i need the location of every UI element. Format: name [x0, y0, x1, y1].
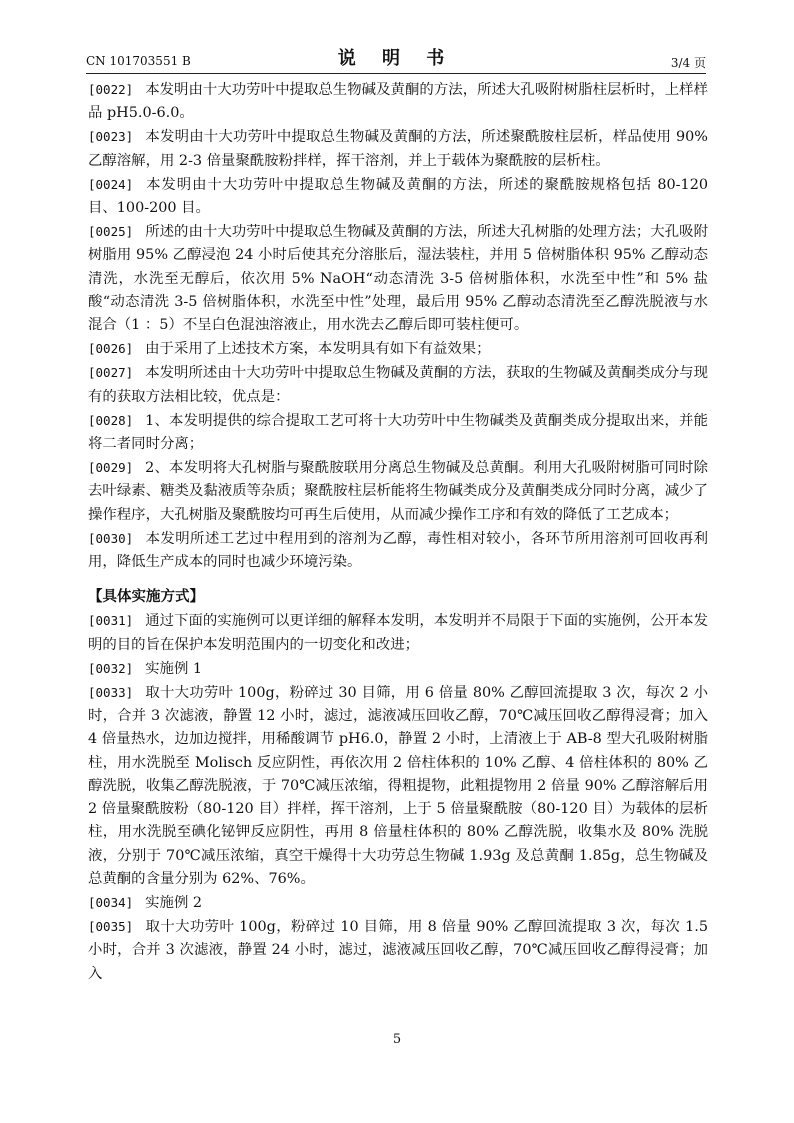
paragraph-text: 1、本发明提供的综合提取工艺可将十大功劳叶中生物碱类及黄酮类成分提取出来，并能将二者同时分离；	[88, 412, 708, 453]
paragraph-text: 本发明所述由十大功劳叶中提取总生物碱及黄酮的方法，获取的生物碱及黄酮类成分与现有的获取方法相比较，优点是：	[88, 365, 708, 405]
patent-number: CN 101703551 B	[86, 54, 191, 68]
paragraph-number: [0035]	[88, 919, 134, 935]
paragraph-text: 本发明所述工艺过中程用到的溶剂为乙醇，毒性相对较小，各环节所用溶剂可回收再利用，降低生产成本的同时也减少环境污染。	[88, 530, 708, 571]
paragraph-0029	[88, 456, 708, 527]
paragraph-text: 通过下面的实施例可以更详细的解释本发明，本发明并不局限于下面的实施例，公开本发明的目的旨在保护本发明范围内的一切变化和改进；	[88, 613, 708, 653]
page-header	[86, 40, 706, 74]
paragraph-0033	[88, 681, 708, 891]
paragraph-number: [0022]	[88, 82, 134, 97]
paragraph-number: [0026]	[88, 341, 134, 357]
paragraph-0023	[88, 125, 708, 172]
paragraph-0030	[88, 527, 708, 574]
paragraph-0024	[88, 173, 708, 220]
paragraph-number: [0029]	[88, 460, 134, 476]
paragraph-0026	[88, 337, 708, 361]
paragraph-0027	[88, 361, 708, 408]
paragraph-number: [0028]	[88, 412, 134, 428]
section-title: 【具体实施方式】	[88, 589, 204, 606]
header-divider	[86, 73, 706, 74]
paragraph-0034	[88, 891, 708, 915]
paragraph-0028	[88, 409, 708, 456]
paragraph-number: [0025]	[88, 224, 134, 240]
page-indicator: 3/4 页	[670, 56, 706, 70]
paragraph-number: [0027]	[88, 365, 134, 381]
paragraph-number: [0033]	[88, 685, 134, 701]
page-number: 5	[392, 1032, 402, 1047]
paragraph-text: 取十大功劳叶 100g，粉碎过 30 目筛，用 6 倍量 80% 乙醇回流提取 3 次，每次 2 小时，合并 3 次滤液，静置 12 小时，滤过，滤液减压回收乙醇，70℃减压回收乙醇得浸膏；加入 4 倍量热水，边加边搅拌，用稀酸调节 pH6.0，静置 2 小时，上清液上于 AB-8 型大孔吸附树脂柱，用水洗脱至 Molisch 反应阴性，再依次用 2 倍柱体积的 10% 乙醇、4 倍柱体积的 80% 乙醇洗脱，收集乙醇洗脱液，于 70℃减压浓缩，得粗提物，此粗提物用 2 倍量 90% 乙醇溶解后用 2 倍量聚酰胺粉（80-120 目）拌样，挥干溶剂，上于 5 倍量聚酰胺（80-120 目）为载体的层析柱，用水洗脱至碘化铋钾反应阴性，再用 8 倍量柱体积的 80% 乙醇洗脱，收集水及 80% 洗脱液，分别于 70℃减压浓缩，真空干燥得十大功劳总生物碱 1.93g 及总黄酮 1.85g，总生物碱及总黄酮的含量分别为 62%、76%。	[88, 685, 708, 887]
paragraph-text: 实施例 2	[145, 894, 203, 911]
paragraph-0031	[88, 609, 708, 656]
paragraph-text: 取十大功劳叶 100g，粉碎过 10 目筛，用 8 倍量 90% 乙醇回流提取 3 次，每次 1.5 小时，合并 3 次滤液，静置 24 小时，滤过，滤液减压回收乙醇，70℃减压回收乙醇得浸膏；加入	[88, 919, 708, 982]
paragraph-text: 由于采用了上述技术方案，本发明具有如下有益效果；	[145, 341, 491, 358]
paragraph-number: [0030]	[88, 530, 134, 546]
paragraph-number: [0023]	[88, 129, 134, 145]
paragraph-0035	[88, 915, 708, 986]
paragraph-0022	[88, 78, 708, 125]
paragraph-text: 实施例 1	[145, 660, 203, 677]
paragraph-number: [0032]	[88, 660, 134, 676]
document-title: 说 明 书	[337, 48, 455, 69]
paragraph-number: [0024]	[88, 176, 134, 192]
paragraph-number: [0034]	[88, 894, 134, 910]
paragraph-0032	[88, 657, 708, 681]
paragraph-text: 本发明由十大功劳叶中提取总生物碱及黄酮的方法，所述大孔吸附树脂柱层析时，上样样品 pH5.0-6.0。	[88, 82, 708, 122]
paragraph-number: [0031]	[88, 613, 134, 629]
paragraph-text: 2、本发明将大孔树脂与聚酰胺联用分离总生物碱及总黄酮。利用大孔吸附树脂可同时除去叶绿素、糖类及黏液质等杂质；聚酰胺柱层析能将生物碱类成分及黄酮类成分同时分离，减少了操作程序，大孔树脂及聚酰胺均可再生后使用，从而减少操作工序和有效的降低了工艺成本；	[88, 460, 708, 523]
paragraph-0025	[88, 220, 708, 337]
paragraph-text: 所述的由十大功劳叶中提取总生物碱及黄酮的方法，所述大孔树脂的处理方法；大孔吸附树脂用 95% 乙醇浸泡 24 小时后使其充分溶胀后，湿法装柱，并用 5 倍树脂体积 95% 乙醇动态清洗，水洗至无醇后，依次用 5% NaOH“动态清洗 3-5 倍树脂体积，水洗至中性”和 5% 盐酸“动态清洗 3-5 倍树脂体积，水洗至中性”处理，最后用 95% 乙醇动态清洗至乙醇洗脱液与水混合（1 ：5）不呈白色混浊溶液止，用水洗去乙醇后即可装柱便可。	[88, 224, 708, 334]
document-body	[88, 78, 708, 986]
paragraph-text: 本发明由十大功劳叶中提取总生物碱及黄酮的方法，所述聚酰胺柱层析，样品使用 90% 乙醇溶解，用 2-3 倍量聚酰胺粉拌样，挥干溶剂，并上于载体为聚酰胺的层析柱。	[88, 129, 708, 169]
paragraph-text: 本发明由十大功劳叶中提取总生物碱及黄酮的方法，所述的聚酰胺规格包括 80-120 目、100-200 目。	[88, 176, 708, 217]
